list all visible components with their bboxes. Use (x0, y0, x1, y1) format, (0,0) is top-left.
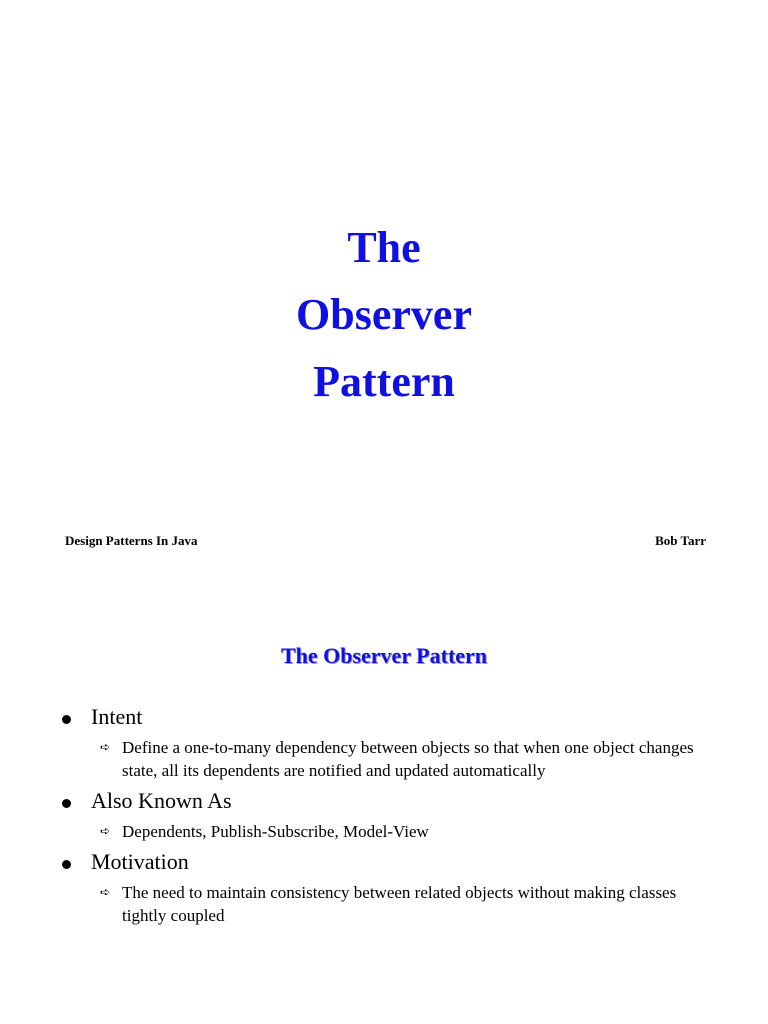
slide-title (0, 214, 768, 415)
bullet-dot-icon (62, 799, 71, 808)
slide-title-line-2: Observer (296, 290, 472, 339)
section-title: The Observer Pattern (280, 643, 488, 668)
sub-bullet-text: The need to maintain consistency between related objects without making classes tightly coupled (122, 883, 677, 925)
footer-course-name: Design Patterns In Java (65, 533, 198, 548)
sub-bullet-intent (100, 736, 720, 782)
bullet-dot-icon (62, 715, 71, 724)
sub-bullet-also-known-as (100, 820, 720, 843)
bullet-label: Motivation (91, 849, 189, 874)
bullet-label: Also Known As (91, 788, 232, 813)
bullet-dot-icon (62, 860, 71, 869)
footer-author: Bob Tarr (655, 533, 706, 548)
sub-bullet-text: Dependents, Publish-Subscribe, Model-View (122, 822, 429, 841)
slide-title-line-3: Pattern (313, 357, 455, 406)
arrow-right-icon: ➪ (100, 885, 111, 899)
bullet-label: Intent (91, 704, 143, 729)
sub-bullet-motivation (100, 881, 720, 927)
arrow-right-icon: ➪ (100, 740, 111, 754)
arrow-right-icon: ➪ (100, 824, 111, 838)
sub-bullet-text: Define a one-to-many dependency between objects so that when one object changes state, all its dependents are notified and updated automatically (122, 738, 694, 780)
slide-title-line-1: The (347, 223, 421, 272)
